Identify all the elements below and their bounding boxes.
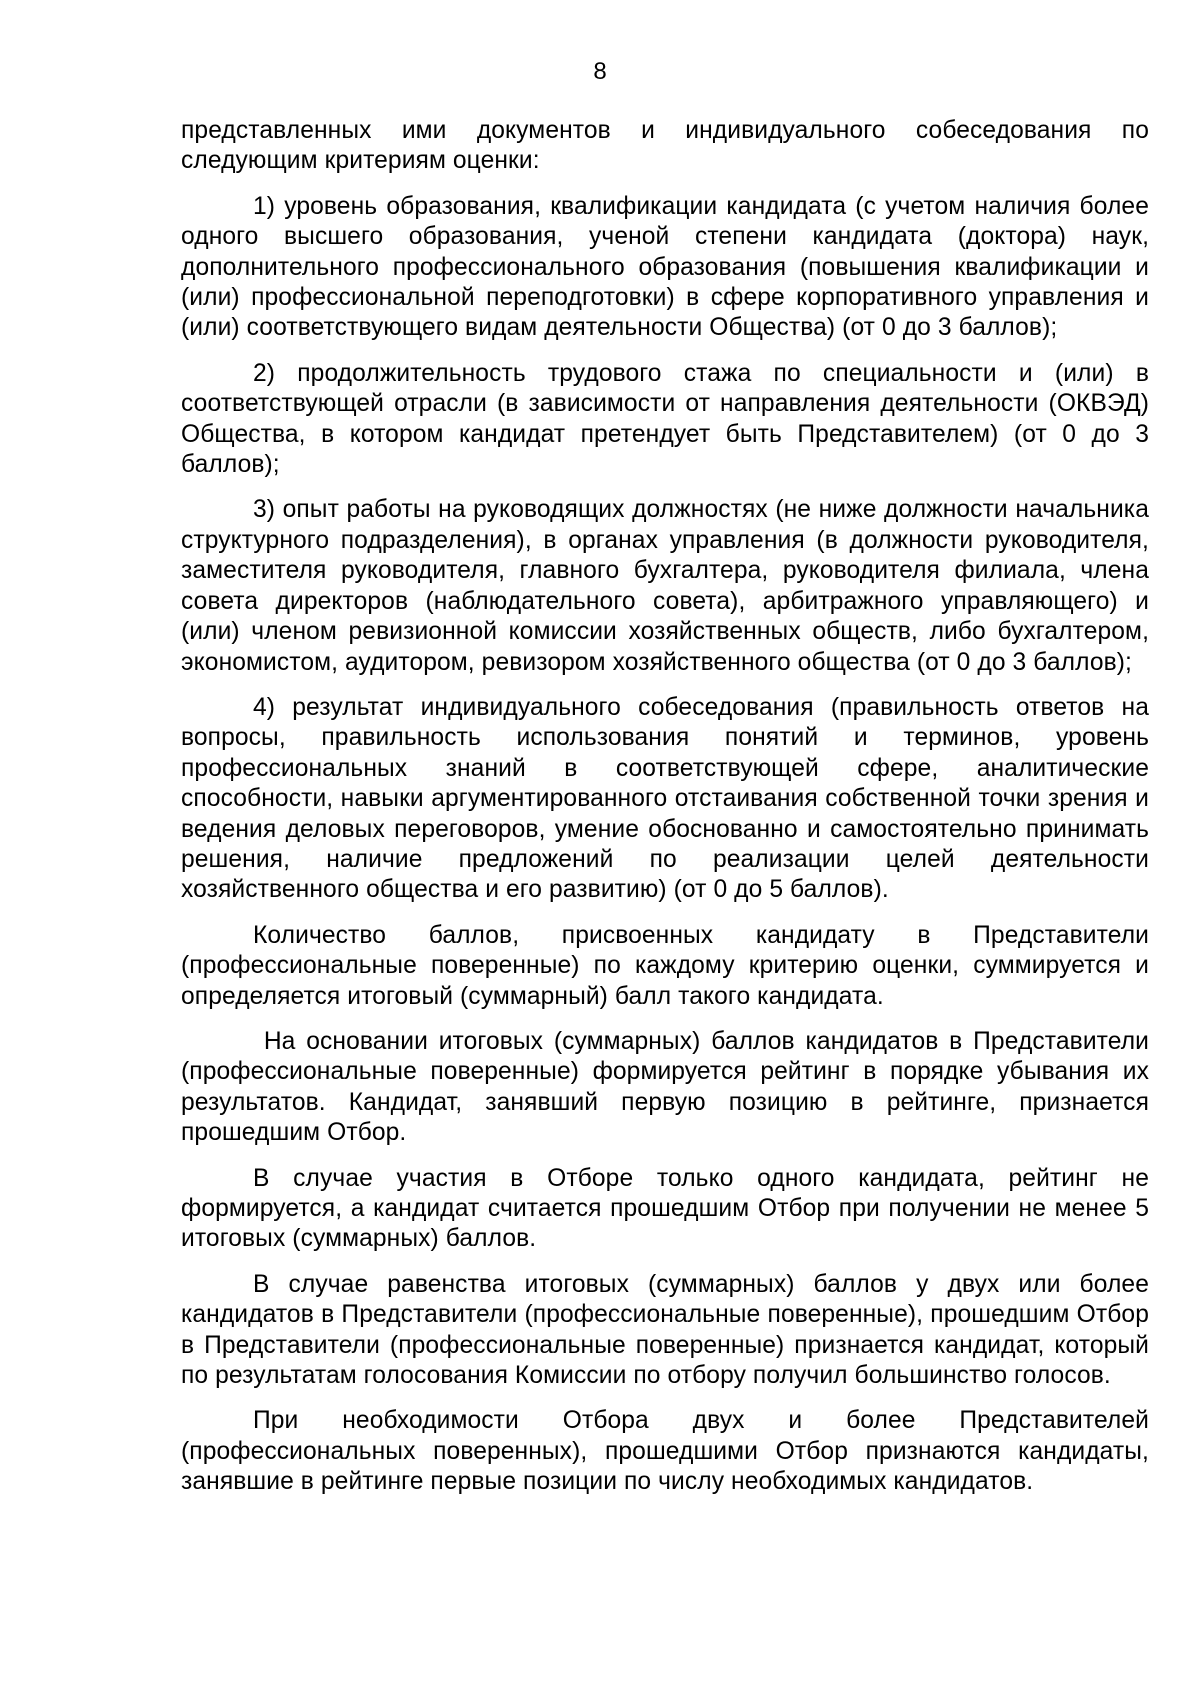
paragraph-single-candidate: В случае участия в Отборе только одного кандидата, рейтинг не формируется, а кандидат считается прошедшим Отбор при получении не менее 5 итоговых (суммарных) баллов.	[181, 1164, 1149, 1253]
document-body	[181, 116, 1156, 1513]
paragraph-criterion-2: 2) продолжительность трудового стажа по специальности и (или) в соответствующей отрасли (в зависимости от направления деятельности (ОКВЭД) Общества, в котором кандидат претендует быть Представителем) (от 0 до 3 баллов);	[181, 359, 1149, 479]
page-number: 8	[593, 58, 607, 85]
paragraph-intro-continuation: представленных ими документов и индивидуального собеседования по следующим критериям оценки:	[181, 117, 1149, 175]
paragraph-tie-break: В случае равенства итоговых (суммарных) баллов у двух или более кандидатов в Представители (профессиональные поверенные), прошедшим Отбор в Представители (профессиональные поверенные) признается кандидат, который по результатам голосования Комиссии по отбору получил большинство голосов.	[181, 1270, 1149, 1390]
paragraph-rating-formation: На основании итоговых (суммарных) баллов кандидатов в Представители (профессиональные поверенные) формируется рейтинг в порядке убывания их результатов. Кандидат, занявший первую позицию в рейтинге, признается прошедшим Отбор.	[181, 1027, 1156, 1147]
paragraph-multiple-selection: При необходимости Отбора двух и более Представителей (профессиональных поверенных), прошедшими Отбор признаются кандидаты, занявшие в рейтинге первые позиции по числу необходимых кандидатов.	[181, 1407, 1149, 1496]
paragraph-criterion-3: 3) опыт работы на руководящих должностях (не ниже должности начальника структурного подразделения), в органах управления (в должности руководителя, заместителя руководителя, главного бухгалтера, руководителя филиала, члена совета директоров (наблюдательного совета), арбитражного управляющего) и (или) членом ревизионной комиссии хозяйственных обществ, либо бухгалтером, экономистом, аудитором, ревизором хозяйственного общества (от 0 до 3 баллов);	[181, 496, 1149, 676]
paragraph-score-summation: Количество баллов, присвоенных кандидату в Представители (профессиональные поверенные) по каждому критерию оценки, суммируется и определяется итоговый (суммарный) балл такого кандидата.	[181, 921, 1149, 1010]
paragraph-criterion-4: 4) результат индивидуального собеседования (правильность ответов на вопросы, правильность использования понятий и терминов, уровень профессиональных знаний в соответствующей сфере, аналитические способности, навыки аргументированного отстаивания собственной точки зрения и ведения деловых переговоров, умение обоснованно и самостоятельно принимать решения, наличие предложений по реализации целей деятельности хозяйственного общества и его развитию) (от 0 до 5 баллов).	[181, 693, 1149, 904]
paragraph-criterion-1: 1) уровень образования, квалификации кандидата (с учетом наличия более одного высшего образования, ученой степени кандидата (доктора) наук, дополнительного профессионального образования (повышения квалификации и (или) профессиональной переподготовки) в сфере корпоративного управления и (или) соответствующего видам деятельности Общества) (от 0 до 3 баллов);	[181, 192, 1149, 342]
